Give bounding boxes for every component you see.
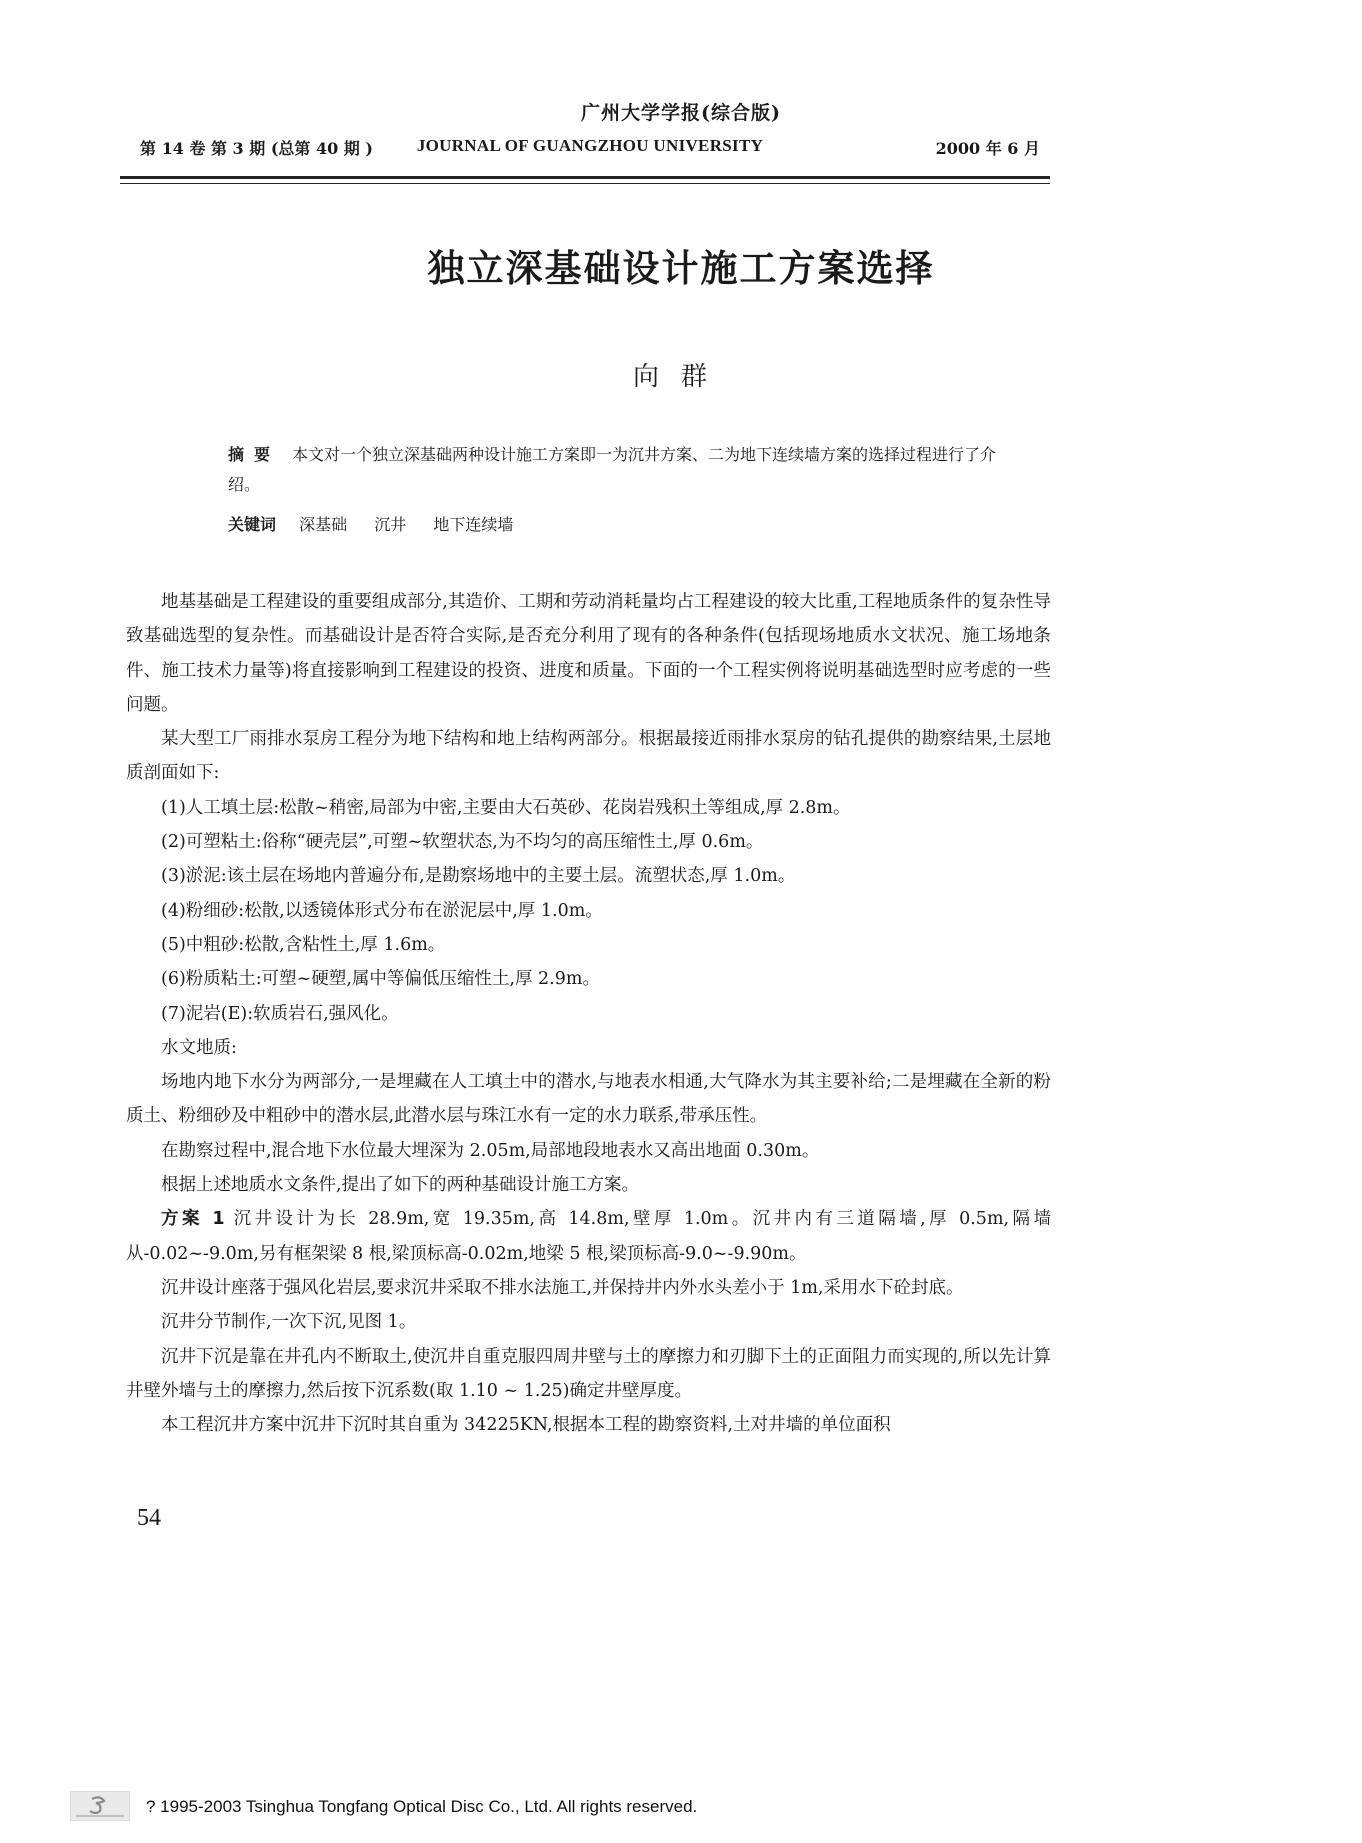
publisher-logo-icon [70, 1791, 130, 1821]
body-paragraph: 在勘察过程中,混合地下水位最大埋深为 2.05m,局部地段地表水又高出地面 0.30m。 [161, 1140, 820, 1161]
section-label: 水文地质: [161, 1037, 237, 1058]
copyright-notice: ? 1995-2003 Tsinghua Tongfang Optical Disc Co., Ltd. All rights reserved. [146, 1797, 698, 1816]
keyword: 深基础 [299, 515, 348, 534]
paper-author: 向群 [632, 362, 729, 392]
soil-layer-item: (7)泥岩(E):软质岩石,强风化。 [161, 1003, 399, 1024]
journal-header-row [140, 136, 1040, 164]
soil-layer-item: (6)粉质粘土:可塑~硬塑,属中等偏低压缩性土,厚 2.9m。 [161, 969, 600, 990]
keywords-label: 关键词 [228, 515, 277, 534]
scheme-1-text: 沉井设计为长 28.9m,宽 19.35m,高 14.8m,壁厚 1.0m。沉井内有三道隔墙,厚 0.5m,隔墙从-0.02~-9.0m,另有框架梁 8 根,梁顶标高-0.02m,地梁 5 根,梁顶标高-9.0~-9.90m。 [126, 1209, 1051, 1264]
body-paragraph: 地基基础是工程建设的重要组成部分,其造价、工期和劳动消耗量均占工程建设的较大比重,工程地质条件的复杂性导致基础选型的复杂性。而基础设计是否符合实际,是否充分利用了现有的各种条件(包括现场地质水文状况、施工场地条件、施工技术力量等)将直接影响到工程建设的投资、进度和质量。下面的一个工程实例将说明基础选型时应考虑的一些问题。 [126, 592, 1051, 715]
keywords [228, 510, 998, 540]
soil-layer-item: (5)中粗砂:松散,含粘性土,厚 1.6m。 [161, 934, 446, 955]
soil-layer-item: (2)可塑粘土:俗称“硬壳层”,可塑~软塑状态,为不均匀的高压缩性土,厚 0.6m。 [161, 832, 764, 853]
keyword: 沉井 [374, 515, 407, 534]
abstract-label: 摘要 [228, 445, 281, 464]
body-paragraph: 沉井分节制作,一次下沉,见图 1。 [161, 1312, 417, 1333]
header-rule-thick [120, 176, 1050, 179]
body-paragraph: 根据上述地质水文条件,提出了如下的两种基础设计施工方案。 [161, 1175, 640, 1196]
body-paragraph: 沉井下沉是靠在井孔内不断取土,使沉井自重克服四周井壁与土的摩擦力和刃脚下土的正面阻力而实现的,所以先计算井壁外墙与土的摩擦力,然后按下沉系数(取 1.10 ~ 1.25)确定井壁厚度。 [126, 1346, 1051, 1401]
paper-title: 独立深基础设计施工方案选择 [427, 247, 935, 290]
body-paragraph: 沉井设计座落于强风化岩层,要求沉井采取不排水法施工,并保持井内外水头差小于 1m,采用水下砼封底。 [161, 1277, 964, 1298]
body-paragraph: 本工程沉井方案中沉井下沉时其自重为 34225KN,根据本工程的勘察资料,土对井墙的单位面积 [161, 1415, 891, 1436]
volume-issue: 第 14 卷 第 3 期 (总第 40 期 ) [140, 139, 373, 158]
abstract-text: 本文对一个独立深基础两种设计施工方案即一为沉井方案、二为地下连续墙方案的选择过程进行了介绍。 [228, 445, 997, 494]
scheme-1-label: 方案 1 [161, 1209, 225, 1230]
body-paragraph: 场地内地下水分为两部分,一是埋藏在人工填土中的潜水,与地表水相通,大气降水为其主要补给;二是埋藏在全新的粉质土、粉细砂及中粗砂中的潜水层,此潜水层与珠江水有一定的水力联系,带承压性。 [126, 1072, 1051, 1127]
header-rule-thin [120, 183, 1050, 184]
scheme-1-paragraph [126, 1202, 1051, 1271]
journal-name-en: JOURNAL OF GUANGZHOU UNIVERSITY [416, 136, 764, 155]
body-paragraph: 某大型工厂雨排水泵房工程分为地下结构和地上结构两部分。根据最接近雨排水泵房的钻孔提供的勘察结果,土层地质剖面如下: [126, 729, 1051, 784]
body-text [126, 585, 1051, 1442]
footer [70, 1791, 970, 1821]
abstract [228, 440, 998, 500]
soil-layer-item: (4)粉细砂:松散,以透镜体形式分布在淤泥层中,厚 1.0m。 [161, 900, 603, 921]
publication-date: 2000 年 6 月 [935, 139, 1040, 158]
soil-layer-item: (3)淤泥:该土层在场地内普遍分布,是勘察场地中的主要土层。流塑状态,厚 1.0m。 [161, 866, 796, 887]
soil-layer-item: (1)人工填土层:松散~稍密,局部为中密,主要由大石英砂、花岗岩残积土等组成,厚 2.8m。 [161, 797, 851, 818]
keyword: 地下连续墙 [433, 515, 514, 534]
page-number: 54 [137, 1505, 161, 1531]
journal-name-cn: 广州大学学报(综合版) [581, 102, 781, 124]
